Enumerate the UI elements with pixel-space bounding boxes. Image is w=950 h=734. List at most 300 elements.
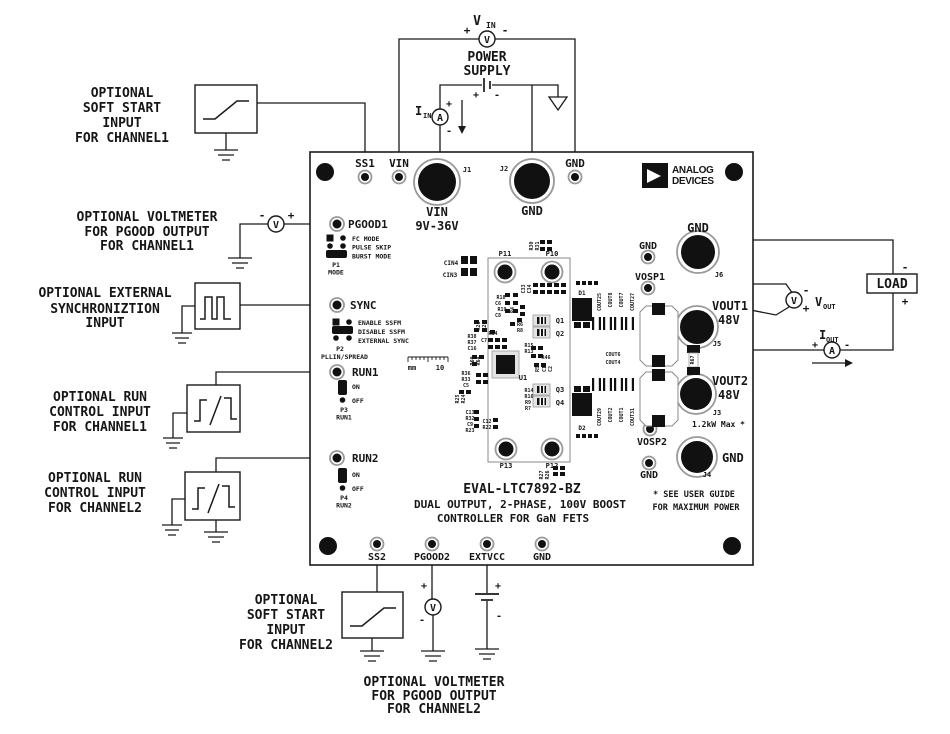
pad — [554, 290, 559, 294]
sync-note-line3: INPUT — [85, 316, 125, 331]
iin-ammeter — [415, 99, 452, 137]
mount-hole-icon — [316, 163, 334, 181]
pgood1-note-line1: OPTIONAL VOLTMETER — [76, 210, 218, 225]
gnd-r1-label: GND — [638, 241, 658, 252]
extvcc-plus: + — [494, 581, 502, 592]
component-label-r7: R7 — [524, 406, 532, 412]
cout-cap-body — [627, 378, 632, 391]
pad — [502, 338, 507, 342]
pad — [474, 417, 479, 421]
q2-fet — [533, 327, 550, 338]
earth-ground-icon — [549, 97, 567, 110]
meter-glyph: V — [429, 603, 437, 614]
vin-sense-label: VIN — [389, 157, 409, 170]
component-label-r60: R60 — [470, 356, 476, 366]
component-label-p11: P11 — [498, 250, 512, 258]
vin-meter-sub: IN — [486, 21, 496, 30]
sync-terminal[interactable] — [330, 298, 344, 312]
component-label-c34: C34 — [527, 284, 533, 294]
run2-label: RUN2 — [352, 452, 379, 465]
analog-devices-logo — [642, 163, 714, 188]
ss2-terminal[interactable] — [371, 538, 384, 551]
component-label-r22: R22 — [482, 425, 492, 431]
pad — [466, 390, 471, 394]
ground-icon — [204, 520, 228, 542]
d1-diode — [572, 298, 592, 321]
ground-icon — [163, 413, 187, 448]
vout-meter-sub: OUT — [823, 303, 836, 311]
p1-function: MODE — [328, 268, 344, 277]
logo-line1: ANALOG — [672, 165, 714, 176]
p4-on-label: ON — [352, 471, 360, 479]
pgood1-voltmeter — [259, 209, 295, 232]
power-supply-line1: POWER — [467, 50, 507, 65]
gnd-out2-turret[interactable] — [681, 441, 713, 473]
d2-diode — [572, 393, 592, 416]
vout1-turret[interactable] — [680, 310, 714, 344]
component-label-c6: C6 — [494, 301, 502, 307]
component-label-cout31: COUT31 — [630, 407, 636, 427]
component-label-r36: R36 — [461, 371, 471, 377]
vin-voltmeter — [464, 14, 509, 47]
component-label-c5: C5 — [462, 383, 470, 389]
gnd-bottom-label: GND — [532, 552, 552, 563]
component-label-q2: Q2 — [555, 330, 565, 338]
component-label-cout25: COUT25 — [597, 292, 603, 312]
ss1-label: SS1 — [355, 157, 375, 170]
ss2-note-line3: INPUT — [266, 623, 306, 638]
pad — [505, 293, 510, 297]
pad — [561, 290, 566, 294]
pad — [520, 312, 525, 316]
component-label-r6: R6 — [516, 322, 524, 328]
component-label-r9: R9 — [524, 400, 532, 406]
pad — [582, 434, 586, 438]
gnd-r2-label: GND — [639, 470, 659, 481]
pad — [533, 283, 538, 287]
component-label-c1: C1 — [542, 365, 548, 373]
pad — [513, 293, 518, 297]
pgood2-note-line3: FOR CHANNEL2 — [387, 702, 481, 717]
pad — [560, 472, 565, 476]
pad — [461, 268, 468, 276]
q3-fet — [533, 384, 550, 395]
component-label-c12: C12 — [482, 419, 492, 425]
p2-row1-label: ENABLE SSFM — [358, 319, 402, 327]
cout-cap-body — [616, 317, 621, 330]
meter-glyph: V — [483, 35, 491, 46]
gnd-in-turret[interactable] — [514, 163, 550, 199]
run1-note-line3: FOR CHANNEL1 — [53, 420, 147, 435]
pad — [488, 338, 493, 342]
vosp1-terminal[interactable] — [642, 282, 655, 295]
pad — [547, 240, 552, 244]
pad — [594, 281, 598, 285]
p4-name: P4 — [340, 494, 348, 502]
component-label-d2: D2 — [578, 425, 586, 432]
component-label-cout8: COUT8 — [608, 292, 614, 308]
j1-name-label: VIN — [426, 205, 448, 219]
ground-icon — [172, 306, 195, 343]
component-label-r23: R23 — [465, 428, 475, 434]
pgood1-plus: + — [287, 209, 295, 222]
component-label-r32: R32 — [465, 416, 475, 422]
component-label-r31: R31 — [535, 241, 541, 251]
run1-source — [187, 385, 240, 432]
meter-glyph: A — [828, 346, 836, 357]
iout-minus: - — [843, 340, 851, 351]
mount-hole-icon — [725, 163, 743, 181]
pad — [510, 322, 515, 326]
component-label-r27: R27 — [539, 470, 545, 480]
pad — [561, 283, 566, 287]
ruler-mark: 10 — [435, 364, 445, 372]
component-label-c9: C9 — [466, 422, 474, 428]
component-label-r38: R38 — [467, 334, 477, 340]
pgood1-note-line3: FOR CHANNEL1 — [100, 239, 194, 254]
component-label-r25: R25 — [455, 394, 461, 404]
pgood1-label: PGOOD1 — [348, 218, 388, 231]
p3-on-label: ON — [352, 383, 360, 391]
pad — [554, 283, 559, 287]
pgood2-terminal[interactable] — [426, 538, 439, 551]
component-label-r4: R4 — [510, 306, 516, 314]
component-label-r64: R64 — [476, 356, 482, 366]
component-label-cin3: CIN3 — [442, 272, 458, 279]
component-label-q3: Q3 — [555, 386, 565, 394]
load-plus: + — [901, 295, 909, 308]
vout2-label: VOUT2 — [712, 374, 749, 388]
run1-label: RUN1 — [352, 366, 379, 379]
run2-source — [185, 472, 240, 520]
pgood2-note-line2: FOR PGOOD OUTPUT — [371, 689, 497, 704]
vout2-turret[interactable] — [680, 378, 712, 410]
iout-meter-sub: OUT — [826, 336, 839, 344]
p1-row1-label: FC MODE — [352, 235, 380, 243]
softstart1-source — [195, 85, 257, 133]
vout-minus: - — [802, 284, 810, 297]
vin-meter-name: V — [473, 14, 481, 29]
ground-icon — [360, 638, 384, 661]
vin-sense-terminal[interactable] — [393, 171, 406, 184]
component-label-r15: R15 — [524, 343, 534, 349]
ss1-terminal[interactable] — [359, 171, 372, 184]
gnd-top-label: GND — [565, 157, 585, 170]
pad — [588, 281, 592, 285]
pad — [583, 386, 590, 392]
pad — [540, 290, 545, 294]
iin-arrowhead — [458, 126, 466, 134]
run2-note-line2: CONTROL INPUT — [44, 486, 146, 501]
q1-fet — [533, 315, 550, 326]
component-label-r29: R29 — [482, 321, 488, 331]
run1-note-line2: CONTROL INPUT — [49, 405, 151, 420]
pad — [493, 425, 498, 429]
pad — [493, 418, 498, 422]
vin-turret[interactable] — [418, 163, 456, 201]
ss2-note-line2: SOFT START — [246, 608, 326, 623]
component-label-j2: J2 — [499, 165, 509, 173]
component-label-cout4: COUT4 — [605, 360, 621, 366]
pad — [588, 434, 592, 438]
cout-cap-body — [627, 317, 632, 330]
iin-plus: + — [445, 99, 453, 110]
iout-meter-name: I — [819, 328, 827, 342]
component-label-p13: P13 — [499, 462, 513, 470]
sync-note-line2: SYNCHRONIZTION — [50, 302, 160, 317]
pgood2-minus: - — [418, 615, 426, 626]
supply-minus: - — [493, 90, 501, 101]
run2-note-line1: OPTIONAL RUN — [48, 471, 142, 486]
cout-cap-body — [605, 317, 610, 330]
run2-note-line3: FOR CHANNEL2 — [48, 501, 142, 516]
component-label-r19: R19 — [497, 307, 507, 313]
p4-shunt — [338, 468, 347, 483]
ground-icon — [214, 133, 238, 160]
pad — [553, 472, 558, 476]
component-label-r37: R37 — [467, 340, 477, 346]
component-label-q4: Q4 — [555, 399, 565, 407]
component-label-cout2: COUT2 — [608, 407, 614, 423]
pad — [540, 283, 545, 287]
iout-arrowhead — [845, 359, 853, 367]
pgood1-minus: - — [258, 209, 266, 222]
pad — [495, 338, 500, 342]
pad — [547, 283, 552, 287]
pad — [483, 380, 488, 384]
component-label-j4: J4 — [702, 471, 712, 479]
run2-terminal[interactable] — [330, 451, 344, 465]
pad — [547, 290, 552, 294]
board-subtitle2: CONTROLLER FOR GaN FETS — [436, 512, 590, 525]
pad — [476, 380, 481, 384]
power-supply-line2: SUPPLY — [463, 64, 511, 79]
j1-range-label: 9V-36V — [415, 219, 459, 233]
component-label-j6: J6 — [714, 271, 724, 279]
run1-note-line1: OPTIONAL RUN — [53, 390, 147, 405]
cout-cap-body — [594, 378, 599, 391]
ss1-note-line4: FOR CHANNEL1 — [75, 131, 169, 146]
vout-plus: + — [802, 302, 810, 315]
p1-row2-label: PULSE SKIP — [352, 243, 392, 252]
sync-source — [195, 283, 240, 329]
component-label-cout29: COUT29 — [597, 407, 603, 427]
pad — [576, 281, 580, 285]
p1-shunt — [326, 250, 347, 258]
component-label-r13: R13 — [524, 349, 534, 355]
vin-plus: + — [463, 24, 471, 37]
gnd-r2-terminal[interactable] — [643, 457, 656, 470]
pad — [505, 301, 510, 305]
cout-cap-body — [616, 378, 621, 391]
component-label-r5: R5 — [535, 365, 541, 373]
iout-ammeter — [812, 328, 850, 358]
gnd-r1-terminal[interactable] — [642, 251, 655, 264]
pad — [470, 256, 477, 264]
pad — [474, 410, 479, 414]
q4-fet — [533, 396, 550, 407]
component-label-r28: R28 — [476, 321, 482, 331]
pad — [488, 345, 493, 349]
board-note1: * SEE USER GUIDE — [653, 490, 735, 500]
run1-terminal[interactable] — [330, 365, 344, 379]
meter-glyph: V — [790, 296, 798, 307]
iout-plus: + — [811, 340, 819, 351]
vout1-label: VOUT1 — [712, 299, 749, 313]
pad — [582, 281, 586, 285]
cout-cap-body — [594, 317, 599, 330]
p1-name: P1 — [332, 261, 340, 269]
cout-cap-body — [605, 378, 610, 391]
pgood1-note-line2: FOR PGOOD OUTPUT — [84, 225, 210, 240]
mount-hole-icon — [319, 537, 337, 555]
board-subtitle1: DUAL OUTPUT, 2-PHASE, 100V BOOST — [414, 498, 626, 511]
ground-icon — [475, 601, 499, 659]
p4-function: RUN2 — [336, 501, 352, 510]
p2-row2-label: DISABLE SSFM — [358, 328, 405, 336]
p3-shunt — [338, 380, 347, 395]
pgood2-voltmeter — [419, 581, 441, 626]
p3-function: RUN1 — [336, 413, 352, 422]
j4-name-label: GND — [722, 451, 744, 465]
vout2-max-label: 1.2kW Max * — [692, 420, 745, 429]
pad — [574, 386, 581, 392]
ss2-note-line4: FOR CHANNEL2 — [239, 638, 333, 653]
component-label-d1: D1 — [578, 290, 586, 297]
ss1-note-line2: SOFT START — [82, 101, 162, 116]
component-label-r16: R16 — [524, 394, 534, 400]
ground-icon — [228, 224, 268, 268]
component-label-p10: P10 — [545, 250, 559, 258]
softstart2-source — [342, 592, 403, 638]
component-label-cout1: COUT1 — [619, 407, 625, 423]
gnd-bottom-terminal[interactable] — [536, 538, 549, 551]
pad — [502, 345, 507, 349]
j2-name-label: GND — [521, 204, 543, 218]
component-label-q1: Q1 — [555, 317, 565, 325]
u1-ic — [496, 355, 515, 374]
p4-off-label: OFF — [352, 485, 364, 493]
pad — [483, 373, 488, 377]
vout-voltmeter — [786, 284, 836, 315]
meter-glyph: A — [436, 113, 444, 124]
pgood2-plus: + — [420, 581, 428, 592]
component-label-r14: R14 — [524, 388, 534, 394]
component-label-c8: C8 — [494, 313, 502, 319]
iin-meter-name: I — [415, 104, 423, 118]
board-note2: FOR MAXIMUM POWER — [652, 503, 740, 513]
component-label-j3: J3 — [712, 409, 722, 417]
component-label-r26: R26 — [545, 470, 551, 480]
vout-meter-name: V — [815, 295, 823, 309]
component-label-c13: C13 — [465, 410, 475, 416]
component-label-r34: R34 — [488, 331, 498, 337]
extvcc-minus: - — [495, 611, 503, 622]
component-label-r18: R18 — [496, 295, 506, 301]
p2-function: PLLIN/SPREAD — [321, 353, 368, 361]
pad — [474, 424, 479, 428]
component-label-cin4: CIN4 — [443, 260, 459, 267]
ruler-unit: mm — [407, 364, 417, 372]
meter-glyph: V — [272, 220, 280, 231]
sync-label: SYNC — [350, 299, 377, 312]
vosp2-label: VOSP2 — [636, 437, 668, 448]
pgood2-label: PGOOD2 — [413, 552, 451, 563]
vout2-volt-label: 48V — [718, 388, 740, 402]
sync-note-line1: OPTIONAL EXTERNAL — [38, 286, 172, 301]
p3-name: P3 — [340, 406, 348, 414]
pad — [594, 434, 598, 438]
ss1-note-line1: OPTIONAL — [90, 86, 154, 101]
load-minus: - — [901, 261, 909, 274]
component-label-c7: C7 — [480, 338, 488, 344]
component-label-r24: R24 — [461, 394, 467, 404]
p3-off-label: OFF — [352, 397, 364, 405]
load-label: LOAD — [876, 277, 908, 292]
component-label-j5: J5 — [712, 340, 722, 348]
component-label-r30: R30 — [529, 241, 535, 251]
logo-line2: DEVICES — [672, 176, 714, 187]
component-label-c16: C16 — [467, 346, 477, 352]
vin-minus: - — [501, 24, 509, 37]
pad — [533, 290, 538, 294]
pad — [574, 322, 581, 328]
pad — [520, 305, 525, 309]
pad — [583, 322, 590, 328]
pad — [495, 345, 500, 349]
component-label-r33: R33 — [461, 377, 471, 383]
gnd-top-terminal[interactable] — [569, 171, 582, 184]
pad — [461, 256, 468, 264]
component-label-r46: R46 — [541, 355, 551, 361]
pad — [470, 268, 477, 276]
component-label-p12: P12 — [545, 462, 559, 470]
extvcc-terminal[interactable] — [481, 538, 494, 551]
ss1-note-line3: INPUT — [102, 116, 142, 131]
p1-row3-label: BURST MODE — [352, 252, 392, 261]
pad — [560, 466, 565, 470]
ss2-note-line1: OPTIONAL — [254, 593, 318, 608]
component-label-j1: J1 — [462, 166, 472, 174]
board-title: EVAL-LTC7892-BZ — [463, 482, 581, 497]
p2-row3-label: EXTERNAL SYNC — [358, 337, 409, 345]
iin-minus: - — [445, 126, 453, 137]
pad — [459, 390, 464, 394]
component-label-cout27: COUT27 — [630, 292, 636, 312]
p2-shunt — [332, 326, 353, 334]
vout1-volt-label: 48V — [718, 313, 740, 327]
extvcc-label: EXTVCC — [468, 552, 506, 563]
component-label-r8: R8 — [516, 328, 524, 334]
pgood1-terminal[interactable] — [330, 217, 344, 231]
component-label-c2: C2 — [548, 365, 554, 373]
vosp1-label: VOSP1 — [634, 272, 666, 283]
pad — [576, 434, 580, 438]
component-label-c33: C33 — [521, 284, 527, 294]
component-label-u1: U1 — [518, 374, 528, 382]
pad — [513, 301, 518, 305]
mount-hole-icon — [723, 537, 741, 555]
component-label-r67: R67 — [690, 355, 696, 365]
iin-meter-sub: IN — [423, 112, 432, 120]
component-label-cout6: COUT6 — [605, 352, 621, 358]
component-label-cout7: COUT7 — [619, 292, 625, 308]
pad — [476, 373, 481, 377]
pgood2-note-line1: OPTIONAL VOLTMETER — [363, 675, 505, 690]
gnd-out1-turret[interactable] — [681, 235, 715, 269]
p2-name: P2 — [336, 345, 344, 353]
ground-icon — [162, 499, 185, 535]
